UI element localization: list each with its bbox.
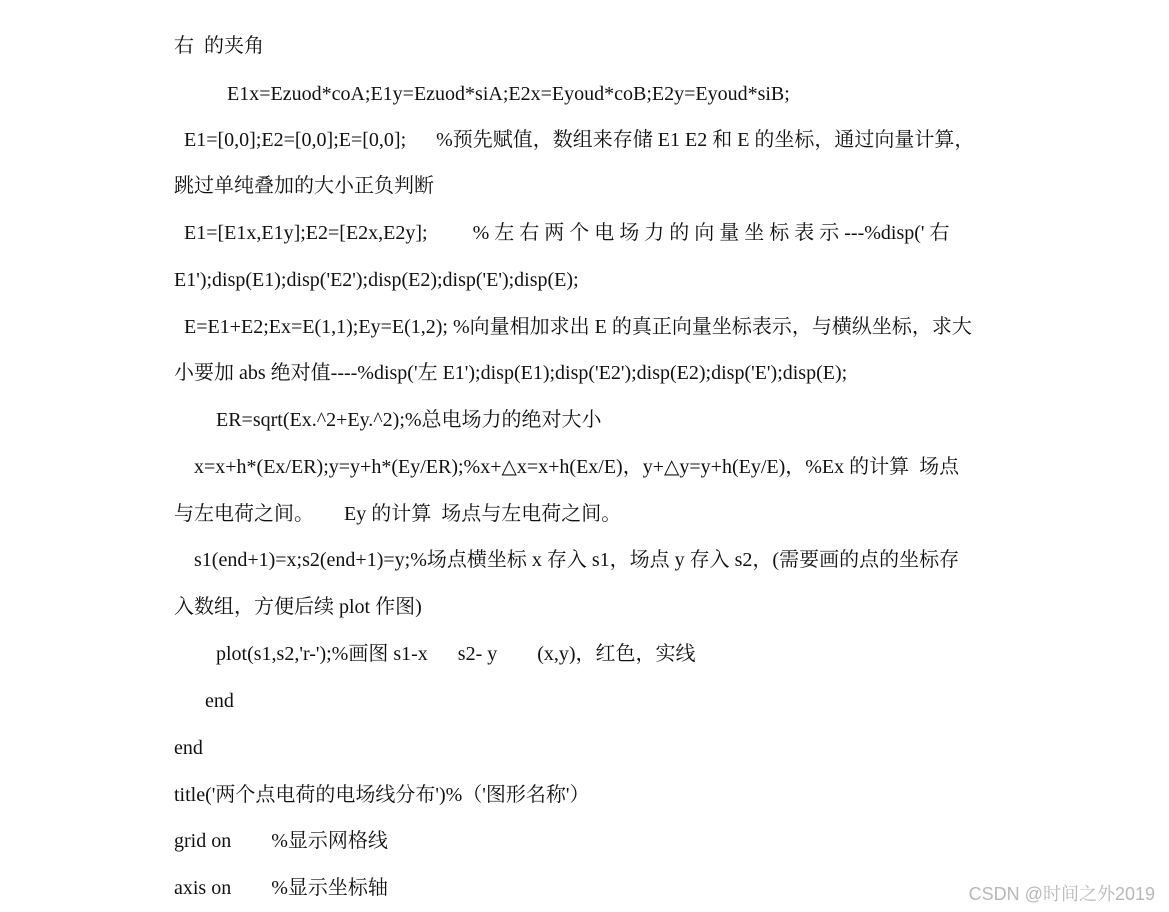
text-line-12: s1(end+1)=x;s2(end+1)=y;%场点横坐标 x 存入 s1，场点 y 存入 s2，(需要画的点的坐标存: [194, 549, 960, 571]
text-line-6: E1');disp(E1);disp('E2');disp(E2);disp('E');disp(E);: [174, 269, 579, 291]
text-line-4: 跳过单纯叠加的大小正负判断: [174, 175, 434, 197]
text-line-19: axis on %显示坐标轴: [174, 877, 388, 899]
text-line-18: grid on %显示网格线: [174, 830, 388, 852]
csdn-watermark: CSDN @时间之外2019: [968, 884, 1155, 904]
text-line-11: 与左电荷之间。 Ey 的计算 场点与左电荷之间。: [174, 503, 622, 525]
text-line-7: E=E1+E2;Ex=E(1,1);Ey=E(1,2); %向量相加求出 E 的真正向量坐标表示，与横纵坐标，求大: [184, 316, 972, 338]
text-line-3: E1=[0,0];E2=[0,0];E=[0,0]; %预先赋值，数组来存储 E1 E2 和 E 的坐标，通过向量计算，: [184, 129, 975, 151]
text-line-9: ER=sqrt(Ex.^2+Ey.^2);%总电场力的绝对大小: [216, 409, 602, 431]
text-line-2: E1x=Ezuod*coA;E1y=Ezuod*siA;E2x=Eyoud*coB;E2y=Eyoud*siB;: [227, 83, 790, 105]
text-line-14: plot(s1,s2,'r-');%画图 s1-x s2- y (x,y)，红色，实线: [216, 643, 696, 665]
text-line-15: end: [205, 690, 234, 712]
text-line-17: title('两个点电荷的电场线分布')%（'图形名称'）: [174, 784, 590, 806]
text-line-1: 右 的夹角: [174, 35, 264, 57]
text-line-16: end: [174, 737, 203, 759]
text-line-13: 入数组，方便后续 plot 作图): [174, 596, 422, 618]
text-line-5: E1=[E1x,E1y];E2=[E2x,E2y]; % 左 右 两 个 电 场 力 的 向 量 坐 标 表 示 ---%disp(' 右: [184, 222, 950, 244]
text-line-10: x=x+h*(Ex/ER);y=y+h*(Ey/ER);%x+△x=x+h(Ex/E)，y+△y=y+h(Ey/E)，%Ex 的计算 场点: [194, 456, 960, 478]
text-line-8: 小要加 abs 绝对值----%disp('左 E1');disp(E1);disp('E2');disp(E2);disp('E');disp(E);: [174, 362, 848, 384]
